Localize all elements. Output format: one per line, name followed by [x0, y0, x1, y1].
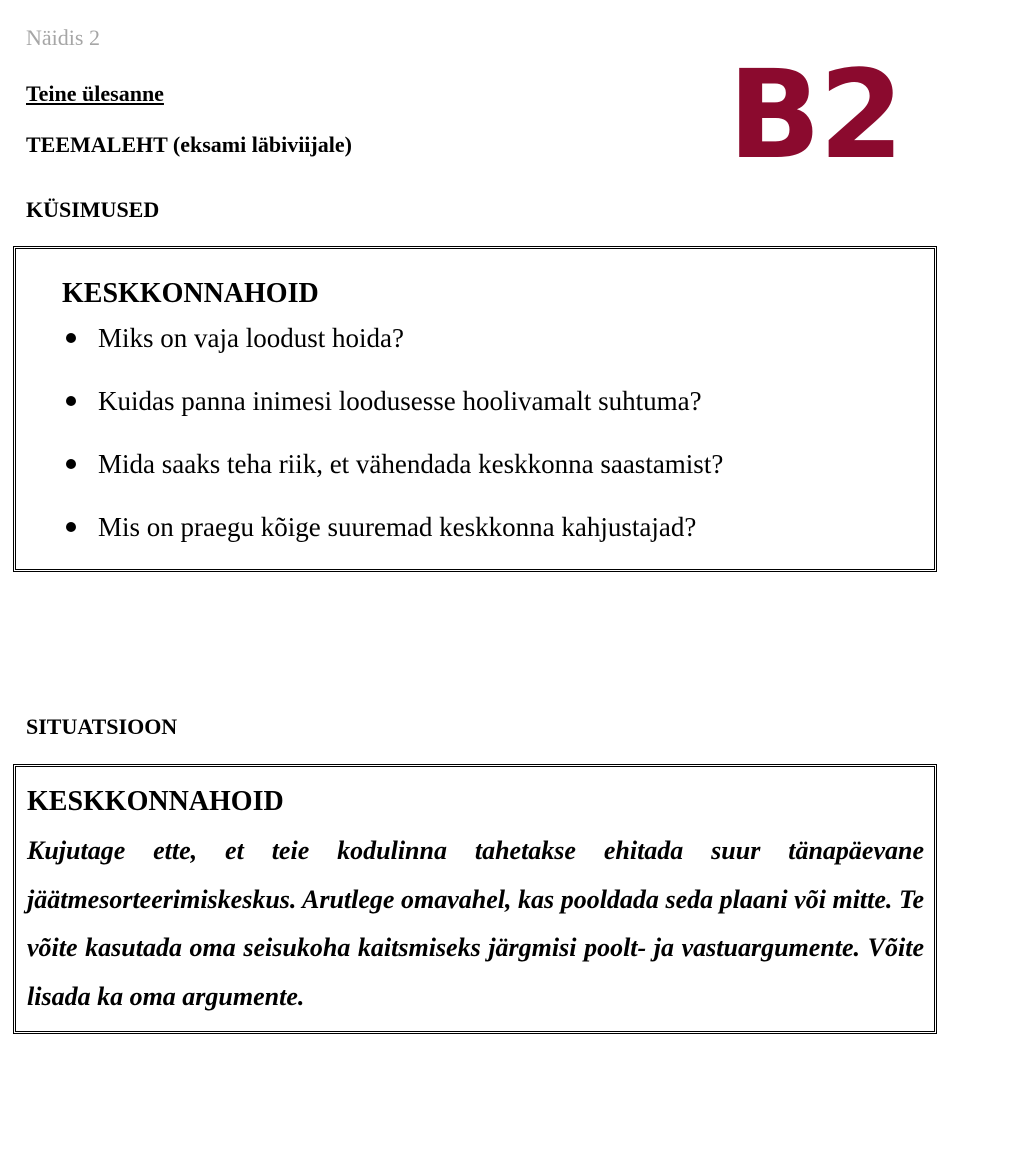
question-item	[62, 321, 723, 355]
situation-heading: SITUATSIOON	[26, 714, 178, 739]
task-title: Teine ülesanne	[26, 81, 164, 106]
question-text: Kuidas panna inimesi loodusesse hoolivamalt suhtuma?	[98, 386, 702, 416]
question-item	[62, 510, 723, 544]
question-list	[62, 321, 723, 573]
bullet-icon	[66, 522, 76, 532]
level-badge: B2	[728, 44, 902, 186]
bullet-icon	[66, 396, 76, 406]
bullet-icon	[66, 333, 76, 343]
question-text: Mida saaks teha riik, et vähendada keskkonna saastamist?	[98, 449, 724, 479]
bullet-icon	[66, 459, 76, 469]
sample-label: Näidis 2	[26, 25, 100, 50]
situation-box	[13, 764, 937, 1034]
situation-text: Kujutage ette, et teie kodulinna tahetakse ehitada suur tänapäevane jäätmesorteerimiskeskus. Arutlege omavahel, kas pooldada seda plaani või mitte. Te võite kasutada oma seisukoha kaitsmiseks järgmisi poolt- ja vastuargumente. Võite lisada ka oma argumente.	[27, 836, 924, 1011]
question-text: Miks on vaja loodust hoida?	[98, 323, 404, 353]
sheet-title: TEEMALEHT (eksami läbiviijale)	[26, 132, 352, 157]
questions-heading: KÜSIMUSED	[26, 197, 160, 222]
questions-box-title: KESKKONNAHOID	[62, 278, 319, 309]
question-text: Mis on praegu kõige suuremad keskkonna kahjustajad?	[98, 512, 697, 542]
question-item	[62, 384, 723, 418]
question-item	[62, 447, 723, 481]
questions-box	[13, 246, 937, 572]
situation-box-title: KESKKONNAHOID	[27, 786, 284, 817]
